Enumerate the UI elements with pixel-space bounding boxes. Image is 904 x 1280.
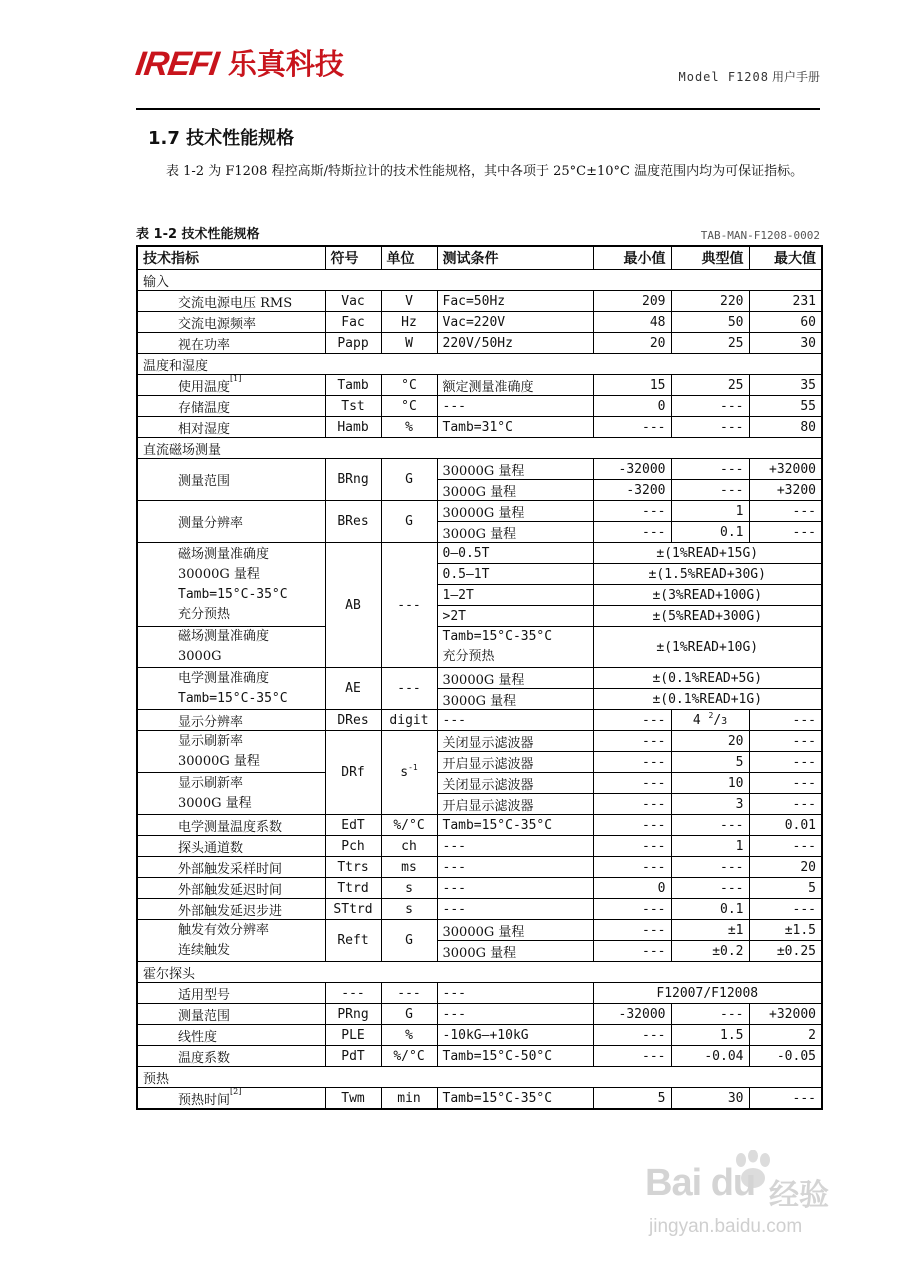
col-header: 典型值 <box>671 246 749 270</box>
spec-name: 电学测量准确度 Tamb=15°C-35°C <box>137 668 325 710</box>
footnote-ref: [1] <box>230 374 242 383</box>
logo-mark: IREFI <box>133 45 221 83</box>
max-value: ±1.5 <box>749 920 822 941</box>
max-value: 55 <box>749 396 822 417</box>
condition: 关闭显示滤波器 <box>437 773 593 794</box>
symbol: PdT <box>325 1046 381 1067</box>
spec-name: 测量范围 <box>137 1004 325 1025</box>
max-value: --- <box>749 794 822 815</box>
min-value: -32000 <box>593 459 671 480</box>
condition: 开启显示滤波器 <box>437 752 593 773</box>
symbol: EdT <box>325 815 381 836</box>
min-value: --- <box>593 815 671 836</box>
table-row <box>137 668 822 689</box>
symbol: Fac <box>325 312 381 333</box>
spec-name: 适用型号 <box>137 983 325 1004</box>
table-row <box>137 1004 822 1025</box>
unit: digit <box>381 710 437 731</box>
unit: °C <box>381 396 437 417</box>
condition: --- <box>437 1004 593 1025</box>
table-row <box>137 1025 822 1046</box>
condition: 3000G 量程 <box>437 480 593 501</box>
header-doc-title <box>679 68 821 85</box>
symbol: AE <box>325 668 381 710</box>
accuracy-value: ±(3%READ+100G) <box>593 585 822 606</box>
condition: -10kG—+10kG <box>437 1025 593 1046</box>
condition: Tamb=15°C-35°C <box>437 1088 593 1110</box>
unit: G <box>381 501 437 543</box>
spec-name: 交流电源电压 RMS <box>137 291 325 312</box>
min-value: --- <box>593 857 671 878</box>
table-row <box>137 815 822 836</box>
max-value: 80 <box>749 417 822 438</box>
condition: 0.5—1T <box>437 564 593 585</box>
unit: min <box>381 1088 437 1110</box>
max-value: +32000 <box>749 459 822 480</box>
typ-value: ±1 <box>671 920 749 941</box>
table-doc-id: TAB-MAN-F1208-0002 <box>700 229 820 242</box>
max-value: 35 <box>749 375 822 396</box>
max-value: --- <box>749 1088 822 1110</box>
typ-value: ±0.2 <box>671 941 749 962</box>
max-value: 0.01 <box>749 815 822 836</box>
max-value: --- <box>749 836 822 857</box>
table-row <box>137 375 822 396</box>
typ-value: -0.04 <box>671 1046 749 1067</box>
spec-name: 测量范围 <box>137 459 325 501</box>
symbol: STtrd <box>325 899 381 920</box>
min-value: --- <box>593 1046 671 1067</box>
unit: s <box>381 878 437 899</box>
condition: --- <box>437 836 593 857</box>
col-header: 单位 <box>381 246 437 270</box>
typ-value: 25 <box>671 375 749 396</box>
typ-value: --- <box>671 396 749 417</box>
min-value: -3200 <box>593 480 671 501</box>
condition: 3000G 量程 <box>437 941 593 962</box>
condition: --- <box>437 899 593 920</box>
category-label: 输入 <box>137 270 822 291</box>
min-value: 0 <box>593 396 671 417</box>
unit: °C <box>381 375 437 396</box>
spec-name: 显示分辨率 <box>137 710 325 731</box>
table-row <box>137 417 822 438</box>
condition: >2T <box>437 606 593 627</box>
symbol: Ttrd <box>325 878 381 899</box>
category-label: 温度和湿度 <box>137 354 822 375</box>
spec-name: 使用温度[1] <box>137 375 325 396</box>
symbol: --- <box>325 983 381 1004</box>
table-row <box>137 710 822 731</box>
watermark-cn: 经验 <box>769 1178 829 1213</box>
min-value: --- <box>593 522 671 543</box>
max-value: 5 <box>749 878 822 899</box>
company-logo <box>133 45 344 83</box>
typ-value: 20 <box>671 731 749 752</box>
table-row <box>137 1088 822 1110</box>
typ-value: 1 <box>671 501 749 522</box>
symbol: Tst <box>325 396 381 417</box>
watermark-logo: Bai du <box>645 1162 756 1204</box>
unit: ch <box>381 836 437 857</box>
min-value: 209 <box>593 291 671 312</box>
typ-value: 50 <box>671 312 749 333</box>
table-row <box>137 836 822 857</box>
symbol: AB <box>325 543 381 668</box>
col-header: 测试条件 <box>437 246 593 270</box>
unit: G <box>381 459 437 501</box>
condition: Vac=220V <box>437 312 593 333</box>
symbol: BRes <box>325 501 381 543</box>
typ-value: 4 $^2$/3 <box>671 710 749 731</box>
table-row <box>137 396 822 417</box>
spec-name: 测量分辨率 <box>137 501 325 543</box>
symbol: Vac <box>325 291 381 312</box>
unit: s <box>381 899 437 920</box>
min-value: --- <box>593 731 671 752</box>
logo-company-name: 乐真科技 <box>227 47 344 81</box>
spec-table <box>136 245 823 1110</box>
watermark-url: jingyan.baidu.com <box>649 1216 803 1237</box>
symbol: Reft <box>325 920 381 962</box>
table-row <box>137 459 822 480</box>
condition: 1—2T <box>437 585 593 606</box>
spec-name: 显示刷新率 3000G 量程 <box>137 773 325 815</box>
accuracy-value: ±(0.1%READ+5G) <box>593 668 822 689</box>
category-label: 预热 <box>137 1067 822 1088</box>
symbol: PLE <box>325 1025 381 1046</box>
accuracy-value: ±(1.5%READ+30G) <box>593 564 822 585</box>
category-row <box>137 270 822 291</box>
min-value: --- <box>593 752 671 773</box>
table-row <box>137 857 822 878</box>
spec-name: 线性度 <box>137 1025 325 1046</box>
table-row <box>137 291 822 312</box>
condition: 开启显示滤波器 <box>437 794 593 815</box>
unit: W <box>381 333 437 354</box>
max-value: --- <box>749 899 822 920</box>
condition: 0—0.5T <box>437 543 593 564</box>
unit: ms <box>381 857 437 878</box>
typ-value: --- <box>671 480 749 501</box>
model-value: F12007/F12008 <box>593 983 822 1004</box>
max-value: +3200 <box>749 480 822 501</box>
condition: --- <box>437 983 593 1004</box>
condition: Tamb=15°C-35°C <box>437 815 593 836</box>
min-value: --- <box>593 773 671 794</box>
min-value: --- <box>593 941 671 962</box>
max-value: --- <box>749 501 822 522</box>
unit: --- <box>381 668 437 710</box>
accuracy-value: ±(0.1%READ+1G) <box>593 689 822 710</box>
unit: G <box>381 1004 437 1025</box>
table-row <box>137 983 822 1004</box>
max-value: --- <box>749 522 822 543</box>
typ-value: 10 <box>671 773 749 794</box>
spec-name: 预热时间[2] <box>137 1088 325 1110</box>
condition: --- <box>437 396 593 417</box>
min-value: 5 <box>593 1088 671 1110</box>
min-value: --- <box>593 710 671 731</box>
symbol: Pch <box>325 836 381 857</box>
col-header: 最大值 <box>749 246 822 270</box>
category-label: 直流磁场测量 <box>137 438 822 459</box>
table-row <box>137 312 822 333</box>
typ-value: 1 <box>671 836 749 857</box>
min-value: --- <box>593 920 671 941</box>
col-header: 最小值 <box>593 246 671 270</box>
col-header: 符号 <box>325 246 381 270</box>
spec-name: 外部触发延迟步进 <box>137 899 325 920</box>
min-value: --- <box>593 501 671 522</box>
spec-name: 磁场测量准确度 3000G <box>137 627 325 668</box>
condition: Tamb=31°C <box>437 417 593 438</box>
condition: 30000G 量程 <box>437 459 593 480</box>
table-row <box>137 773 822 794</box>
typ-value: 0.1 <box>671 522 749 543</box>
table-row <box>137 899 822 920</box>
condition: Fac=50Hz <box>437 291 593 312</box>
typ-value: 30 <box>671 1088 749 1110</box>
spec-name: 相对湿度 <box>137 417 325 438</box>
symbol: Papp <box>325 333 381 354</box>
condition: 关闭显示滤波器 <box>437 731 593 752</box>
typ-value: --- <box>671 1004 749 1025</box>
condition: --- <box>437 710 593 731</box>
max-value: -0.05 <box>749 1046 822 1067</box>
section-title: 1.7 技术性能规格 <box>148 128 295 149</box>
condition: 3000G 量程 <box>437 522 593 543</box>
table-row <box>137 543 822 564</box>
unit: V <box>381 291 437 312</box>
min-value: --- <box>593 1025 671 1046</box>
typ-value: --- <box>671 878 749 899</box>
unit: --- <box>381 983 437 1004</box>
spec-name: 探头通道数 <box>137 836 325 857</box>
category-row <box>137 438 822 459</box>
min-value: --- <box>593 836 671 857</box>
spec-name: 显示刷新率 30000G 量程 <box>137 731 325 773</box>
symbol: Twm <box>325 1088 381 1110</box>
table-header-row <box>137 246 822 270</box>
condition: 220V/50Hz <box>437 333 593 354</box>
spec-name: 外部触发延迟时间 <box>137 878 325 899</box>
min-value: 15 <box>593 375 671 396</box>
accuracy-value: ±(1%READ+10G) <box>593 627 822 668</box>
max-value: 30 <box>749 333 822 354</box>
accuracy-value: ±(1%READ+15G) <box>593 543 822 564</box>
condition: --- <box>437 857 593 878</box>
symbol: Hamb <box>325 417 381 438</box>
table-row <box>137 731 822 752</box>
min-value: 0 <box>593 878 671 899</box>
category-label: 霍尔探头 <box>137 962 822 983</box>
typ-value: 5 <box>671 752 749 773</box>
spec-name: 温度系数 <box>137 1046 325 1067</box>
condition: Tamb=15°C-35°C 充分预热 <box>437 627 593 668</box>
min-value: --- <box>593 417 671 438</box>
symbol: PRng <box>325 1004 381 1025</box>
condition: 3000G 量程 <box>437 689 593 710</box>
table-row <box>137 920 822 941</box>
baidu-watermark <box>645 1150 845 1250</box>
spec-name: 外部触发采样时间 <box>137 857 325 878</box>
typ-value: 25 <box>671 333 749 354</box>
spec-name: 交流电源频率 <box>137 312 325 333</box>
symbol: DRf <box>325 731 381 815</box>
header-divider <box>136 108 820 110</box>
spec-name: 磁场测量准确度 30000G 量程 Tamb=15°C-35°C 充分预热 <box>137 543 325 627</box>
unit: % <box>381 417 437 438</box>
max-value: +32000 <box>749 1004 822 1025</box>
max-value: ±0.25 <box>749 941 822 962</box>
category-row <box>137 354 822 375</box>
min-value: --- <box>593 794 671 815</box>
unit: $s^{-1}$ <box>381 731 437 815</box>
unit: % <box>381 1025 437 1046</box>
max-value: --- <box>749 710 822 731</box>
symbol: BRng <box>325 459 381 501</box>
section-paragraph: 表 1-2 为 F1208 程控高斯/特斯拉计的技术性能规格，其中各项于 25°C±10°C 温度范围内均为可保证指标。 <box>166 164 804 179</box>
min-value: 20 <box>593 333 671 354</box>
symbol: Ttrs <box>325 857 381 878</box>
max-value: 2 <box>749 1025 822 1046</box>
table-row <box>137 333 822 354</box>
col-header: 技术指标 <box>137 246 325 270</box>
max-value: --- <box>749 731 822 752</box>
table-caption: 表 1-2 技术性能规格 <box>136 227 260 242</box>
min-value: 48 <box>593 312 671 333</box>
condition: 30000G 量程 <box>437 920 593 941</box>
symbol: Tamb <box>325 375 381 396</box>
unit: %/°C <box>381 1046 437 1067</box>
typ-value: 0.1 <box>671 899 749 920</box>
condition: 额定测量准确度 <box>437 375 593 396</box>
condition: --- <box>437 878 593 899</box>
max-value: 20 <box>749 857 822 878</box>
manual-label: 用户手册 <box>771 70 820 84</box>
max-value: 231 <box>749 291 822 312</box>
max-value: 60 <box>749 312 822 333</box>
accuracy-value: ±(5%READ+300G) <box>593 606 822 627</box>
typ-value: 1.5 <box>671 1025 749 1046</box>
category-row <box>137 1067 822 1088</box>
table-row <box>137 501 822 522</box>
condition: 30000G 量程 <box>437 501 593 522</box>
spec-name: 触发有效分辨率 连续触发 <box>137 920 325 962</box>
symbol: DRes <box>325 710 381 731</box>
typ-value: --- <box>671 857 749 878</box>
unit: Hz <box>381 312 437 333</box>
footnote-ref: [2] <box>230 1087 242 1096</box>
typ-value: 3 <box>671 794 749 815</box>
typ-value: --- <box>671 815 749 836</box>
condition: Tamb=15°C-50°C <box>437 1046 593 1067</box>
typ-value: 220 <box>671 291 749 312</box>
condition: 30000G 量程 <box>437 668 593 689</box>
table-row <box>137 1046 822 1067</box>
unit: G <box>381 920 437 962</box>
max-value: --- <box>749 752 822 773</box>
max-value: --- <box>749 773 822 794</box>
unit: %/°C <box>381 815 437 836</box>
spec-name: 电学测量温度系数 <box>137 815 325 836</box>
table-row <box>137 878 822 899</box>
spec-name: 存储温度 <box>137 396 325 417</box>
min-value: -32000 <box>593 1004 671 1025</box>
spec-name: 视在功率 <box>137 333 325 354</box>
model-name: Model F1208 <box>678 70 769 84</box>
category-row <box>137 962 822 983</box>
min-value: --- <box>593 899 671 920</box>
typ-value: --- <box>671 459 749 480</box>
unit: --- <box>381 543 437 668</box>
typ-value: --- <box>671 417 749 438</box>
